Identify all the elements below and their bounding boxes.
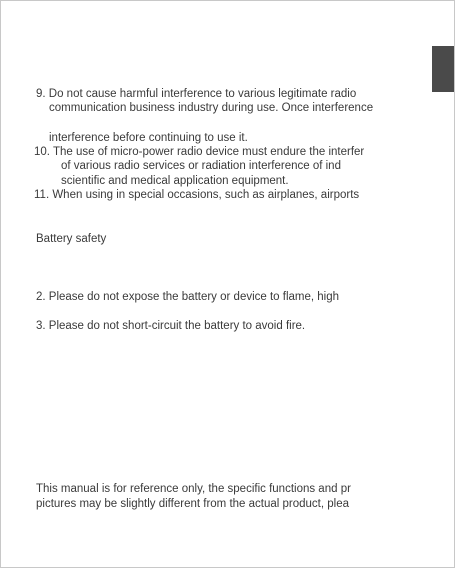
item-10-line-1: 10. The use of micro-power radio device must endure the interfer [34, 146, 365, 158]
battery-safety-heading: Battery safety [36, 233, 107, 245]
item-11-line-1: 11. When using in special occasions, such as airplanes, airports [34, 189, 360, 201]
item-10-line-2: of various radio services or radiation interference of ind [61, 160, 341, 172]
footer-line-2: pictures may be slightly different from the actual product, plea [36, 498, 350, 510]
page-edge-tab [432, 46, 455, 92]
item-9-line-3: interference before continuing to use it. [49, 132, 248, 144]
footer-line-1: This manual is for reference only, the specific functions and pr [36, 483, 351, 495]
battery-item-2: 2. Please do not expose the battery or device to flame, high [36, 291, 340, 303]
battery-item-3: 3. Please do not short-circuit the battery to avoid fire. [36, 320, 306, 332]
item-9-line-2: communication business industry during use. Once interference [49, 102, 374, 114]
item-9-line-1: 9. Do not cause harmful interference to various legitimate radio [36, 88, 357, 100]
item-10-line-3: scientific and medical application equipment. [61, 175, 289, 187]
